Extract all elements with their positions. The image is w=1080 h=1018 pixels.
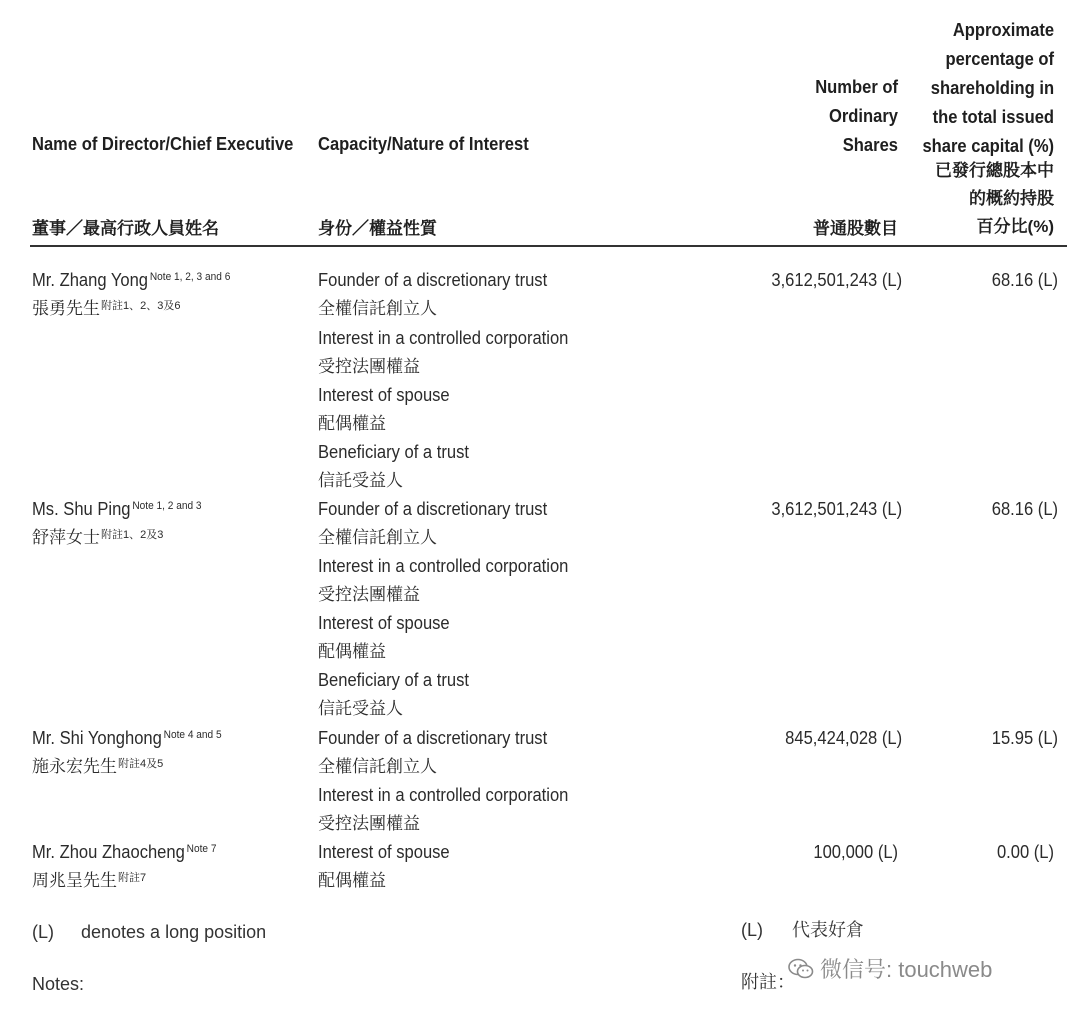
- shares-value: 845,424,028 (L): [785, 728, 902, 748]
- director-name-en: [32, 495, 202, 523]
- percentage-value: 68.16 (L): [991, 499, 1058, 519]
- header-capacity-en: Capacity/Nature of Interest: [318, 134, 529, 154]
- capacity-zh: 信託受益人: [318, 471, 403, 490]
- director-name-zh: [32, 752, 163, 781]
- header-shares-en: [815, 73, 898, 160]
- capacity-en: Founder of a discretionary trust: [318, 270, 548, 290]
- director-name-en: [32, 724, 222, 752]
- note-ref-zh: 附註1、2、3及6: [101, 300, 181, 312]
- capacity-zh: 配偶權益: [318, 642, 386, 661]
- capacity-zh: 受控法團權益: [318, 814, 420, 833]
- capacity-en: Founder of a discretionary trust: [318, 728, 548, 748]
- percentage-value: 0.00 (L): [996, 842, 1054, 862]
- legend-key-zh: (L): [741, 920, 763, 940]
- legend-key-en: (L): [32, 922, 54, 942]
- name-text: Ms. Shu Ping: [32, 499, 131, 519]
- capacity-zh: 全權信託創立人: [318, 528, 437, 547]
- name-text: Mr. Shi Yonghong: [32, 728, 162, 748]
- header-pct-line: Approximate: [952, 20, 1054, 40]
- director-name-en: [32, 838, 216, 866]
- director-name-en: [32, 266, 230, 294]
- capacity-en: Beneficiary of a trust: [318, 670, 469, 690]
- shares-value: 3,612,501,243 (L): [771, 499, 902, 519]
- wechat-icon: [788, 958, 814, 980]
- capacity-en: Interest of spouse: [318, 385, 450, 405]
- header-pct-zh-line: 的概約持股: [969, 189, 1054, 208]
- capacity-en: Interest in a controlled corporation: [318, 328, 569, 348]
- header-pct-line: shareholding in: [930, 78, 1054, 98]
- capacity-zh: 信託受益人: [318, 699, 403, 718]
- legend-text-en: denotes a long position: [81, 922, 267, 942]
- header-pct-line: share capital (%): [922, 136, 1054, 156]
- notes-heading-zh: 附註：: [741, 972, 795, 992]
- shares-value: 100,000 (L): [813, 842, 898, 862]
- note-ref-zh: 附註7: [118, 872, 147, 884]
- capacity-en: Beneficiary of a trust: [318, 442, 469, 462]
- header-shares-line: Shares: [842, 135, 898, 155]
- header-shares-line: Ordinary: [828, 106, 898, 126]
- capacity-zh: 配偶權益: [318, 871, 386, 890]
- percentage-value: 68.16 (L): [991, 270, 1058, 290]
- notes-heading-en: Notes:: [32, 974, 85, 994]
- header-pct-en: [922, 16, 1054, 161]
- note-ref-zh: 附註4及5: [118, 758, 164, 770]
- capacity-en: Interest of spouse: [318, 613, 450, 633]
- name-text-zh: 舒萍女士: [32, 528, 100, 547]
- header-capacity-zh: 身份／權益性質: [318, 219, 437, 238]
- note-ref: Note 1, 2 and 3: [132, 500, 202, 512]
- note-ref: Note 7: [186, 843, 217, 855]
- capacity-en: Founder of a discretionary trust: [318, 499, 548, 519]
- director-name-zh: [32, 866, 146, 895]
- note-ref: Note 4 and 5: [163, 729, 222, 741]
- capacity-zh: 全權信託創立人: [318, 299, 437, 318]
- capacity-en: Interest in a controlled corporation: [318, 785, 569, 805]
- name-text-zh: 周兆呈先生: [32, 871, 117, 890]
- header-pct-zh-line: 已發行總股本中: [935, 161, 1054, 180]
- header-shares-line: Number of: [815, 77, 898, 97]
- note-ref: Note 1, 2, 3 and 6: [149, 271, 231, 283]
- note-ref-zh: 附註1、2及3: [101, 529, 164, 541]
- capacity-en: Interest in a controlled corporation: [318, 556, 569, 576]
- capacity-zh: 受控法團權益: [318, 585, 420, 604]
- name-text-zh: 張勇先生: [32, 299, 100, 318]
- header-pct-line: percentage of: [945, 49, 1054, 69]
- capacity-zh: 受控法團權益: [318, 357, 420, 376]
- legend-text-zh: 代表好倉: [792, 920, 864, 940]
- name-text: Mr. Zhang Yong: [32, 270, 149, 290]
- capacity-zh: 配偶權益: [318, 414, 386, 433]
- capacity-en: Interest of spouse: [318, 842, 450, 862]
- watermark-text: 微信号: touchweb: [820, 957, 993, 982]
- name-text: Mr. Zhou Zhaocheng: [32, 842, 185, 862]
- shares-value: 3,612,501,243 (L): [771, 270, 902, 290]
- header-name-en: Name of Director/Chief Executive: [32, 134, 294, 154]
- header-name-zh: 董事／最高行政人員姓名: [32, 219, 219, 238]
- header-pct-zh-line: 百分比(%): [976, 217, 1054, 236]
- name-text-zh: 施永宏先生: [32, 757, 117, 776]
- header-pct-zh: [935, 157, 1054, 241]
- header-divider: [30, 245, 1067, 247]
- director-name-zh: [32, 294, 180, 323]
- capacity-zh: 全權信託創立人: [318, 757, 437, 776]
- header-shares-zh: 普通股數目: [813, 219, 898, 238]
- director-name-zh: [32, 523, 163, 552]
- header-pct-line: the total issued: [932, 107, 1054, 127]
- watermark: [788, 955, 992, 985]
- percentage-value: 15.95 (L): [991, 728, 1058, 748]
